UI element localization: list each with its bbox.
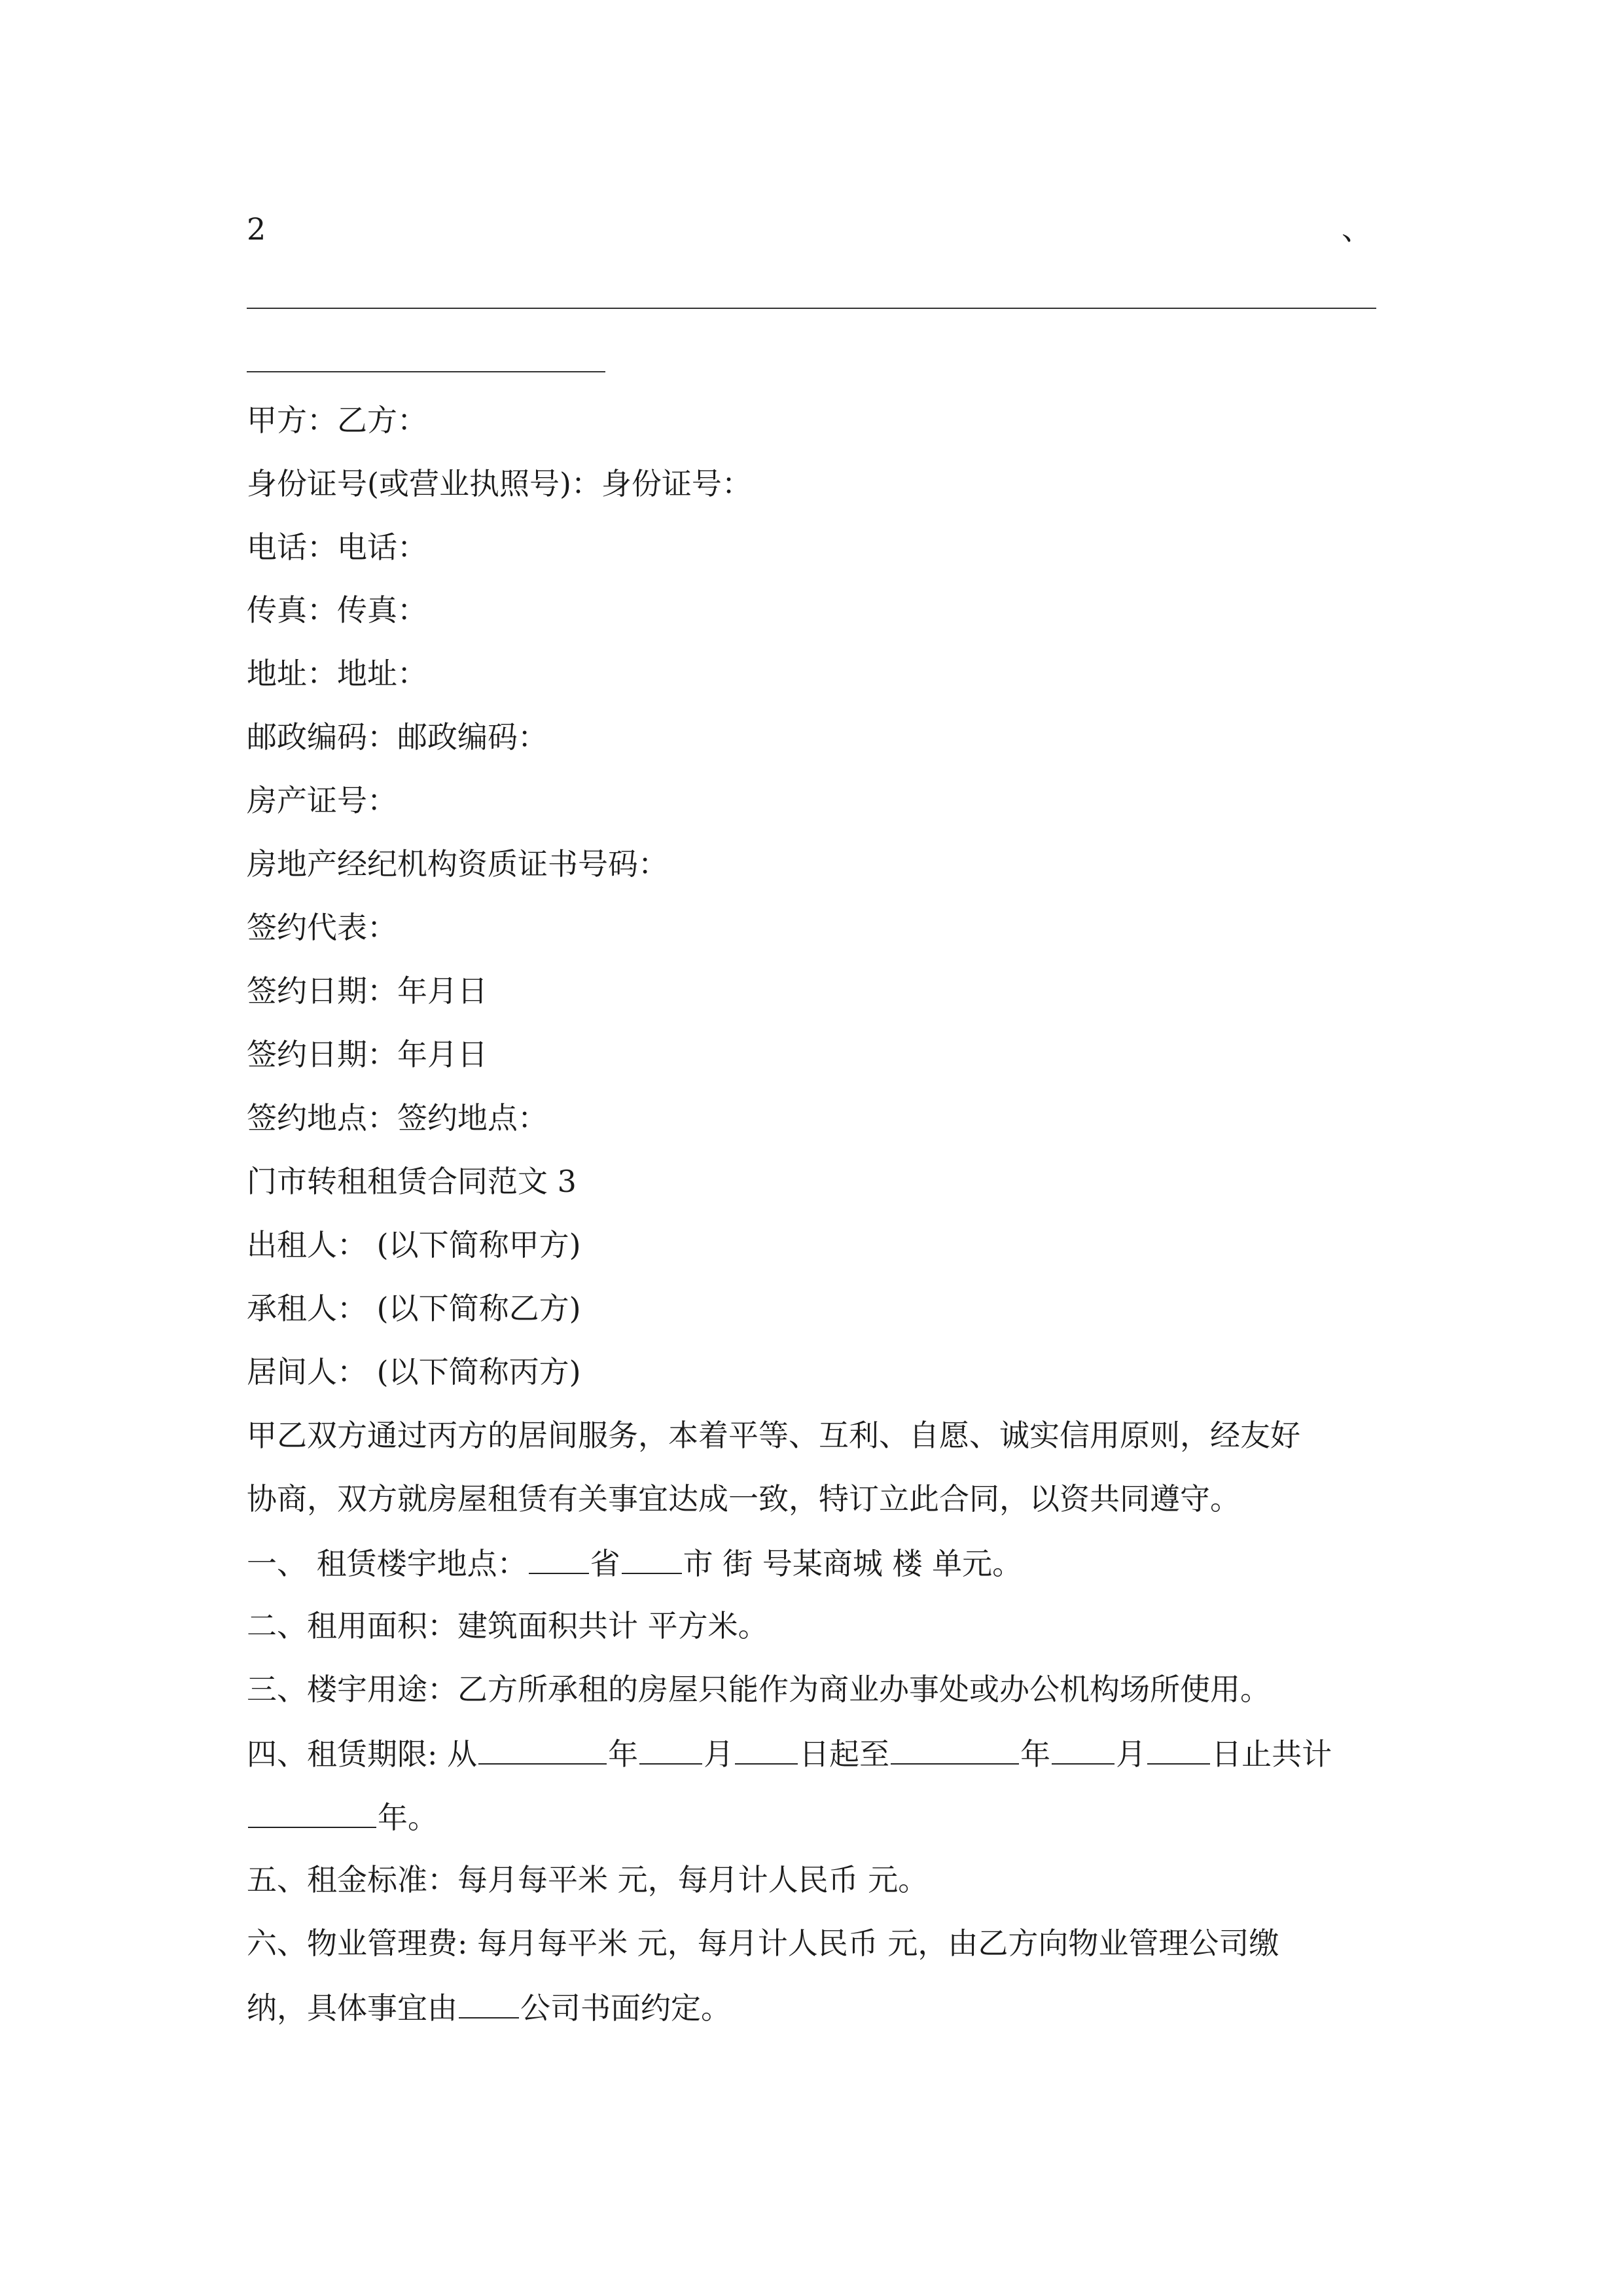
fill-blank — [529, 1544, 589, 1574]
page-number: 2 — [247, 211, 266, 247]
signing-date-line: 签约日期：年月日 — [247, 973, 488, 1009]
party-line: 甲方：乙方： — [247, 403, 427, 438]
lessor-line: 出租人： (以下简称甲方) — [247, 1227, 581, 1263]
property-cert-line: 房产证号： — [247, 783, 397, 818]
fill-blank — [891, 1734, 1019, 1765]
clause-text: 省 — [590, 1546, 620, 1581]
address-line: 地址：地址： — [247, 656, 427, 691]
header-rule — [247, 308, 1376, 309]
clause-text: 年 — [608, 1736, 639, 1772]
clause-text: 月 — [1116, 1736, 1147, 1772]
fill-blank — [1147, 1734, 1210, 1765]
clause-text: 市 街 号某商城 楼 单元。 — [683, 1546, 1023, 1581]
phone-line: 电话：电话： — [247, 529, 427, 565]
clause-2-area: 二、租用面积：建筑面积共计 平方米。 — [247, 1608, 768, 1643]
clause-4-term-cont — [247, 1798, 1379, 1836]
fill-blank — [1052, 1734, 1115, 1765]
clause-text: 一、 租赁楼宇地点： — [247, 1546, 527, 1581]
signing-rep-line: 签约代表： — [247, 910, 397, 945]
header-rule-short — [247, 371, 605, 372]
clause-text: 日止共计 — [1211, 1736, 1332, 1772]
clause-text: 四、租赁期限: 从 — [247, 1736, 478, 1772]
fill-blank — [639, 1734, 702, 1765]
clause-6-fee: 六、物业管理费: 每月每平米 元，每月计人民币 元，由乙方向物业管理公司缴 — [247, 1926, 1279, 1961]
lessee-line: 承租人： (以下简称乙方) — [247, 1291, 581, 1326]
preamble-line-1: 甲乙双方通过丙方的居间服务，本着平等、互利、自愿、诚实信用原则，经友好 — [247, 1418, 1300, 1453]
fill-blank — [248, 1798, 376, 1828]
signing-date-line-2: 签约日期：年月日 — [247, 1037, 488, 1072]
agency-cert-line: 房地产经纪机构资质证书号码： — [247, 846, 668, 882]
clause-text: 纳，具体事宜由 — [247, 1990, 457, 2026]
preamble-line-2: 协商，双方就房屋租赁有关事宜达成一致，特订立此合同，以资共同遵守。 — [247, 1481, 1240, 1516]
intermediary-line: 居间人： (以下简称丙方) — [247, 1354, 581, 1390]
id-number-line: 身份证号(或营业执照号)：身份证号： — [247, 466, 752, 501]
clause-text: 日起至 — [799, 1736, 890, 1772]
fill-blank — [735, 1734, 798, 1765]
clause-3-usage: 三、楼宇用途：乙方所承租的房屋只能作为商业办事处或办公机构场所使用。 — [247, 1672, 1270, 1707]
header-mark: 、 — [1342, 211, 1372, 247]
clause-1-location — [247, 1544, 1379, 1582]
fill-blank — [459, 1988, 519, 2018]
clause-6-fee-cont — [247, 1988, 1379, 2026]
clause-text: 公司书面约定。 — [520, 1990, 731, 2026]
fill-blank — [478, 1734, 607, 1765]
clause-text: 年 — [1020, 1736, 1051, 1772]
postal-code-line: 邮政编码：邮政编码： — [247, 719, 548, 755]
signing-place-line: 签约地点：签约地点： — [247, 1100, 548, 1136]
fax-line: 传真：传真： — [247, 592, 427, 628]
clause-4-term — [247, 1734, 1379, 1772]
section-title: 门市转租租赁合同范文 3 — [247, 1164, 577, 1199]
fill-blank — [622, 1544, 682, 1574]
clause-text: 月 — [704, 1736, 734, 1772]
clause-5-rent: 五、租金标准：每月每平米 元，每月计人民币 元。 — [247, 1862, 929, 1897]
clause-text: 年。 — [378, 1800, 438, 1835]
